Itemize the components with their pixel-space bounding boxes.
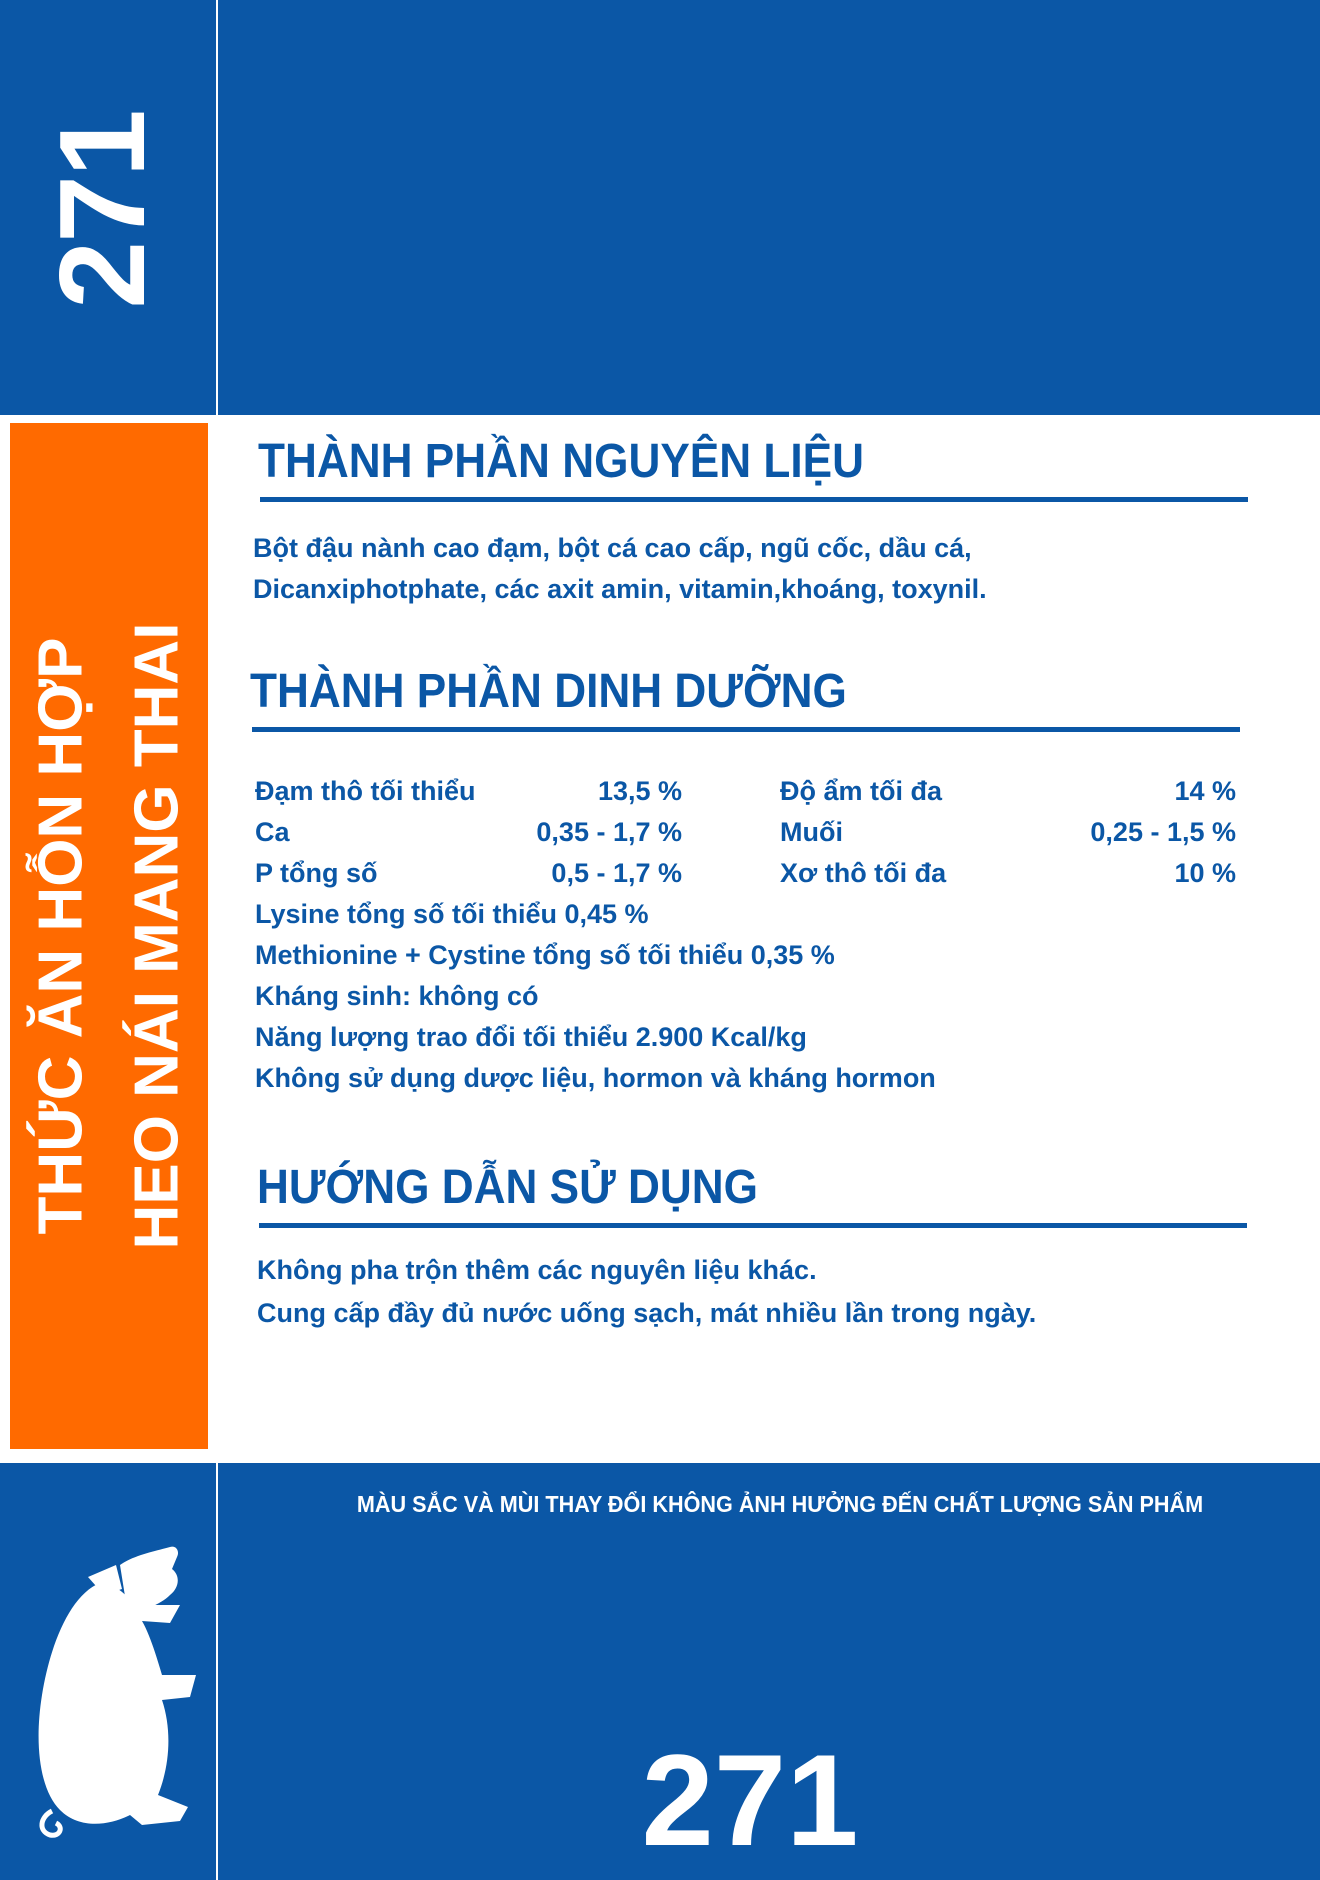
usage-line-1: Không pha trộn thêm các nguyên liệu khác. xyxy=(257,1255,817,1285)
nutrient-label: P tổng số xyxy=(255,858,378,888)
usage-rule xyxy=(259,1223,1247,1228)
nutrient-value: 0,5 - 1,7 % xyxy=(551,858,682,888)
nutrient-label: Xơ thô tối đa xyxy=(780,858,947,888)
nutrient-value: 10 % xyxy=(1174,858,1236,888)
ingredients-line-1: Bột đậu nành cao đạm, bột cá cao cấp, ngũ cốc, dầu cá, xyxy=(253,533,972,563)
product-number-top-text: 271 xyxy=(34,111,170,309)
nutrition-heading: THÀNH PHẦN DINH DƯỠNG xyxy=(250,665,847,718)
nutrient-value: 13,5 % xyxy=(597,776,682,806)
quality-notice: MÀU SẮC VÀ MÙI THAY ĐỔI KHÔNG ẢNH HƯỞNG ĐẾN CHẤT LƯỢNG SẢN PHẨM xyxy=(356,1491,1204,1517)
nutrient-label: Muối xyxy=(780,817,843,847)
nutrient-label: Ca xyxy=(255,817,290,847)
pig-icon xyxy=(30,1525,205,1855)
product-number-top xyxy=(22,80,182,340)
usage-line-2: Cung cấp đầy đủ nước uống sạch, mát nhiều lần trong ngày. xyxy=(257,1298,1037,1328)
nutrient-value: 0,35 - 1,7 % xyxy=(536,817,682,847)
nutrient-value: 14 % xyxy=(1174,776,1236,806)
ingredients-line-2: Dicanxiphotphate, các axit amin, vitamin,khoáng, toxynil. xyxy=(253,574,987,604)
nutrition-extra-line: Không sử dụng dược liệu, hormon và kháng hormon xyxy=(255,1063,936,1093)
side-title-line2: HEO NÁI MANG THAI xyxy=(122,622,191,1250)
nutrition-extra-line: Lysine tổng số tối thiểu 0,45 % xyxy=(255,899,649,929)
top-blue-band xyxy=(0,0,1320,415)
side-title xyxy=(10,423,208,1449)
side-title-line1: THỨC ĂN HỖN HỢP xyxy=(26,637,95,1235)
nutrition-extra-line: Kháng sinh: không có xyxy=(255,981,539,1011)
nutrient-value: 0,25 - 1,5 % xyxy=(1090,817,1236,847)
usage-heading: HƯỚNG DẪN SỬ DỤNG xyxy=(257,1161,759,1214)
ingredients-rule xyxy=(260,497,1248,502)
product-number-bottom: 271 xyxy=(641,1727,859,1873)
nutrition-extra-line: Methionine + Cystine tổng số tối thiểu 0,35 % xyxy=(255,940,835,970)
nutrient-label: Đạm thô tối thiểu xyxy=(255,776,476,806)
nutrition-extra-line: Năng lượng trao đổi tối thiểu 2.900 Kcal/kg xyxy=(255,1022,807,1052)
ingredients-heading: THÀNH PHẦN NGUYÊN LIỆU xyxy=(258,435,864,488)
vertical-divider xyxy=(216,0,218,1880)
nutrition-rule xyxy=(252,727,1240,732)
nutrient-label: Độ ẩm tối đa xyxy=(780,776,943,806)
